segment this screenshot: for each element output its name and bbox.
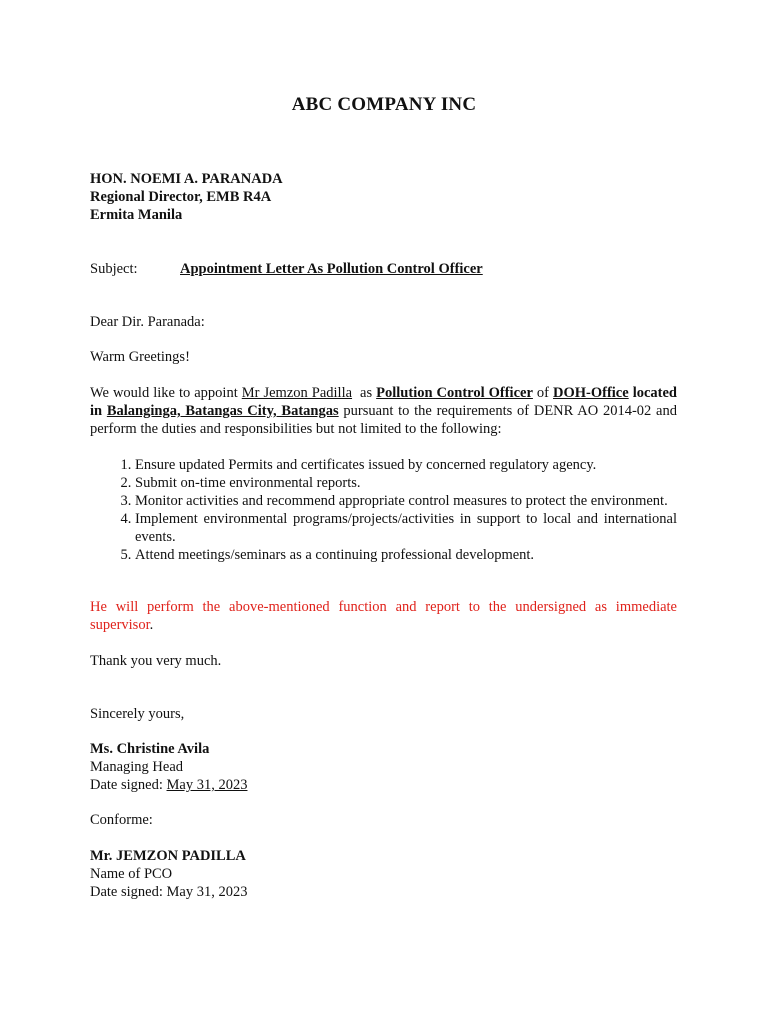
appointed-role: Pollution Control Officer xyxy=(376,385,533,401)
body-text-4: located in xyxy=(90,385,677,419)
subject-label: Subject: xyxy=(90,261,138,277)
signatory-name: Ms. Christine Avila xyxy=(90,741,210,757)
list-item: 4. Implement environmental programs/projects/activities in support to local and international events. xyxy=(135,510,677,546)
list-item: 1. Ensure updated Permits and certificates issued by concerned regulatory agency. xyxy=(135,456,677,474)
pco-name: Mr. JEMZON PADILLA xyxy=(90,848,246,864)
date-value: May 31, 2023 xyxy=(166,777,248,793)
list-item: 2. Submit on-time environmental reports. xyxy=(135,474,677,492)
recipient-block xyxy=(90,170,677,224)
date-label: Date signed: xyxy=(90,777,167,793)
company-title: ABC COMPANY INC xyxy=(291,94,477,115)
subject-line xyxy=(90,260,677,278)
greeting: Warm Greetings! xyxy=(90,349,190,365)
body-text-3: of xyxy=(532,385,553,401)
pco-title: Name of PCO xyxy=(90,866,173,882)
closing-line: Sincerely yours, xyxy=(90,706,185,722)
supervisor-note xyxy=(90,598,677,634)
body-text-1: We would like to appoint xyxy=(90,385,242,401)
body-text-2: as xyxy=(352,385,377,401)
pco-block xyxy=(90,847,677,901)
body-text-5: pursuant to the requirements of DENR AO 2014-02 and perform the duties and responsibilities but not limited to the following: xyxy=(90,403,677,437)
subject-text: Appointment Letter As Pollution Control Officer xyxy=(180,261,483,277)
office-address: Balanginga, Batangas City, Batangas xyxy=(106,403,339,419)
recipient-name: HON. NOEMI A. PARANADA xyxy=(90,171,283,187)
recipient-location: Ermita Manila xyxy=(90,207,183,223)
appointed-office: DOH-Office xyxy=(552,385,629,401)
list-item: 3. Monitor activities and recommend appropriate control measures to protect the environment. xyxy=(135,492,677,510)
thanks-line: Thank you very much. xyxy=(90,653,222,669)
duties-list-block xyxy=(90,456,677,564)
recipient-position: Regional Director, EMB R4A xyxy=(90,189,272,205)
signatory-date xyxy=(90,776,677,794)
body-paragraph xyxy=(90,384,677,438)
supervisor-note-text: He will perform the above-mentioned function and report to the undersigned as immediate supervisor xyxy=(90,599,677,633)
salutation: Dear Dir. Paranada: xyxy=(90,314,205,330)
supervisor-note-period: . xyxy=(149,617,154,633)
signatory-title: Managing Head xyxy=(90,759,184,775)
appointee-name: Mr Jemzon Padilla xyxy=(241,385,353,401)
pco-date: Date signed: May 31, 2023 xyxy=(90,884,248,900)
conforme-label: Conforme: xyxy=(90,812,153,828)
signatory-block xyxy=(90,740,677,794)
list-item: 5. Attend meetings/seminars as a continuing professional development. xyxy=(135,546,677,564)
duties-list xyxy=(90,456,677,564)
